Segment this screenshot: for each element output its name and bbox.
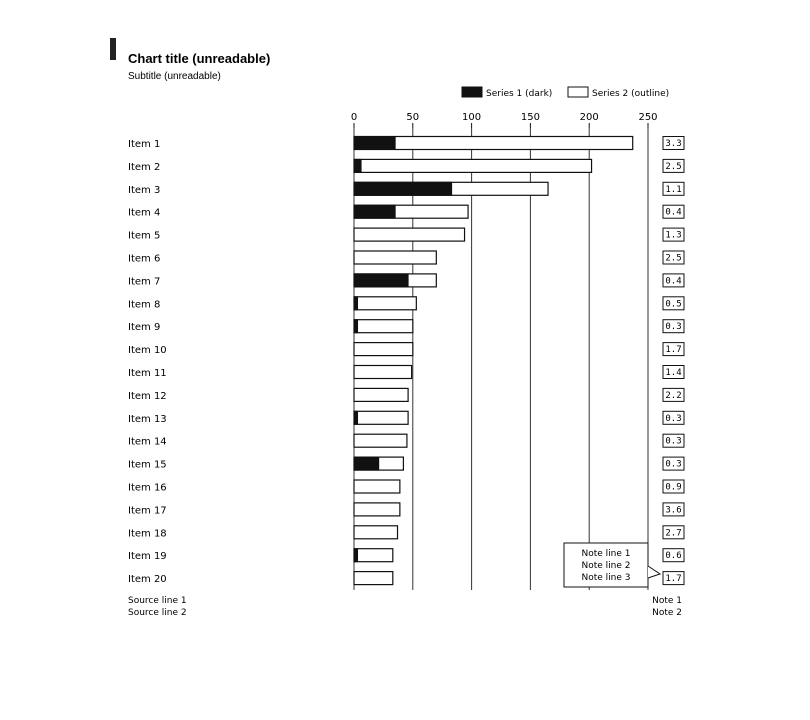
side-value-16: 0.9 [665,482,682,493]
side-value-8: 0.5 [665,299,682,310]
bar-series1-2 [354,159,361,172]
side-value-9: 0.3 [665,322,682,333]
side-value-6: 2.5 [665,253,682,264]
category-label-7: Item 7 [128,276,161,288]
category-label-16: Item 16 [128,482,167,494]
callout-line-1: Note line 1 [581,549,631,559]
side-value-14: 0.3 [665,436,682,447]
bar-series2-12 [354,388,408,401]
bar-series2-2 [354,159,592,172]
chart-subtitle: Subtitle (unreadable) [128,71,221,82]
bar-series1-7 [354,274,408,287]
callout-pointer [648,566,660,578]
category-label-13: Item 13 [128,413,167,425]
bar-series1-3 [354,182,452,195]
callout-line-2: Note line 2 [581,561,631,571]
grid [354,128,648,590]
side-value-11: 1.4 [665,368,682,378]
bar-series2-1 [354,137,633,150]
category-label-15: Item 15 [128,459,167,471]
tick-label-1: 50 [406,112,420,123]
bar-series2-5 [354,228,465,241]
tick-label-3: 150 [520,112,540,123]
side-value-18: 2.7 [665,528,682,539]
side-value-7: 0.4 [665,276,682,287]
category-label-18: Item 18 [128,528,167,540]
bar-series2-8 [354,297,416,310]
legend-label-1: Series 1 (dark) [486,89,553,99]
side-value-4: 0.4 [665,207,682,218]
x-axis-ticks [351,112,658,128]
callout-line-3: Note line 3 [581,573,631,583]
bar-series1-4 [354,205,395,218]
side-value-15: 0.3 [665,459,682,470]
bar-series1-13 [354,411,358,424]
bar-series1-9 [354,320,358,333]
bar-series2-17 [354,503,400,516]
bar-series2-13 [354,411,408,424]
category-label-11: Item 11 [128,368,167,379]
tick-label-4: 200 [579,112,599,123]
category-label-19: Item 19 [128,551,167,563]
category-label-5: Item 5 [128,230,161,242]
category-label-2: Item 2 [128,161,161,173]
tick-label-2: 100 [462,112,482,123]
side-value-20: 1.7 [665,574,682,585]
footnote-right-2: Note 2 [652,608,682,618]
category-label-6: Item 6 [128,253,161,265]
bar-series2-19 [354,549,393,562]
tick-label-5: 250 [638,112,658,123]
legend-swatch-1 [462,87,482,97]
category-label-20: Item 20 [128,574,167,586]
bar-series1-19 [354,549,358,562]
footnote-left-2: Source line 2 [128,608,187,618]
bar-series1-8 [354,297,358,310]
bar-series2-9 [354,320,413,333]
side-value-17: 3.6 [665,505,682,516]
bar-series2-20 [354,572,393,585]
bar-series2-11 [354,366,412,379]
bar-series2-6 [354,251,436,264]
title-marker [110,38,116,60]
bar-series2-16 [354,480,400,493]
category-label-3: Item 3 [128,184,161,196]
category-label-17: Item 17 [128,505,167,517]
footnote-left-1: Source line 1 [128,596,187,606]
legend [462,87,669,99]
footnote-right-1: Note 1 [652,596,682,606]
tick-label-0: 0 [350,112,358,123]
category-label-8: Item 8 [128,299,161,311]
category-label-12: Item 12 [128,390,167,402]
side-value-1: 3.3 [665,139,682,149]
category-label-4: Item 4 [128,207,161,219]
category-label-14: Item 14 [128,436,167,448]
bar-series2-18 [354,526,398,539]
side-value-2: 2.5 [665,161,682,172]
side-value-5: 1.3 [665,230,682,241]
bar-series2-10 [354,343,413,356]
bar-series2-14 [354,434,407,447]
side-value-12: 2.2 [665,390,682,401]
side-value-13: 0.3 [665,413,682,424]
side-value-10: 1.7 [665,345,682,356]
bar-series1-1 [354,137,395,150]
bar-series1-15 [354,457,379,470]
side-values [663,137,684,585]
chart-title: Chart title (unreadable) [128,51,271,66]
category-label-9: Item 9 [128,322,161,334]
side-value-3: 1.1 [665,184,682,195]
category-label-1: Item 1 [128,139,161,150]
callout [564,543,660,587]
bars [354,137,633,585]
legend-label-2: Series 2 (outline) [592,89,670,99]
category-label-10: Item 10 [128,345,167,357]
side-value-19: 0.6 [665,551,682,562]
legend-swatch-2 [568,87,588,97]
category-labels [128,139,167,585]
